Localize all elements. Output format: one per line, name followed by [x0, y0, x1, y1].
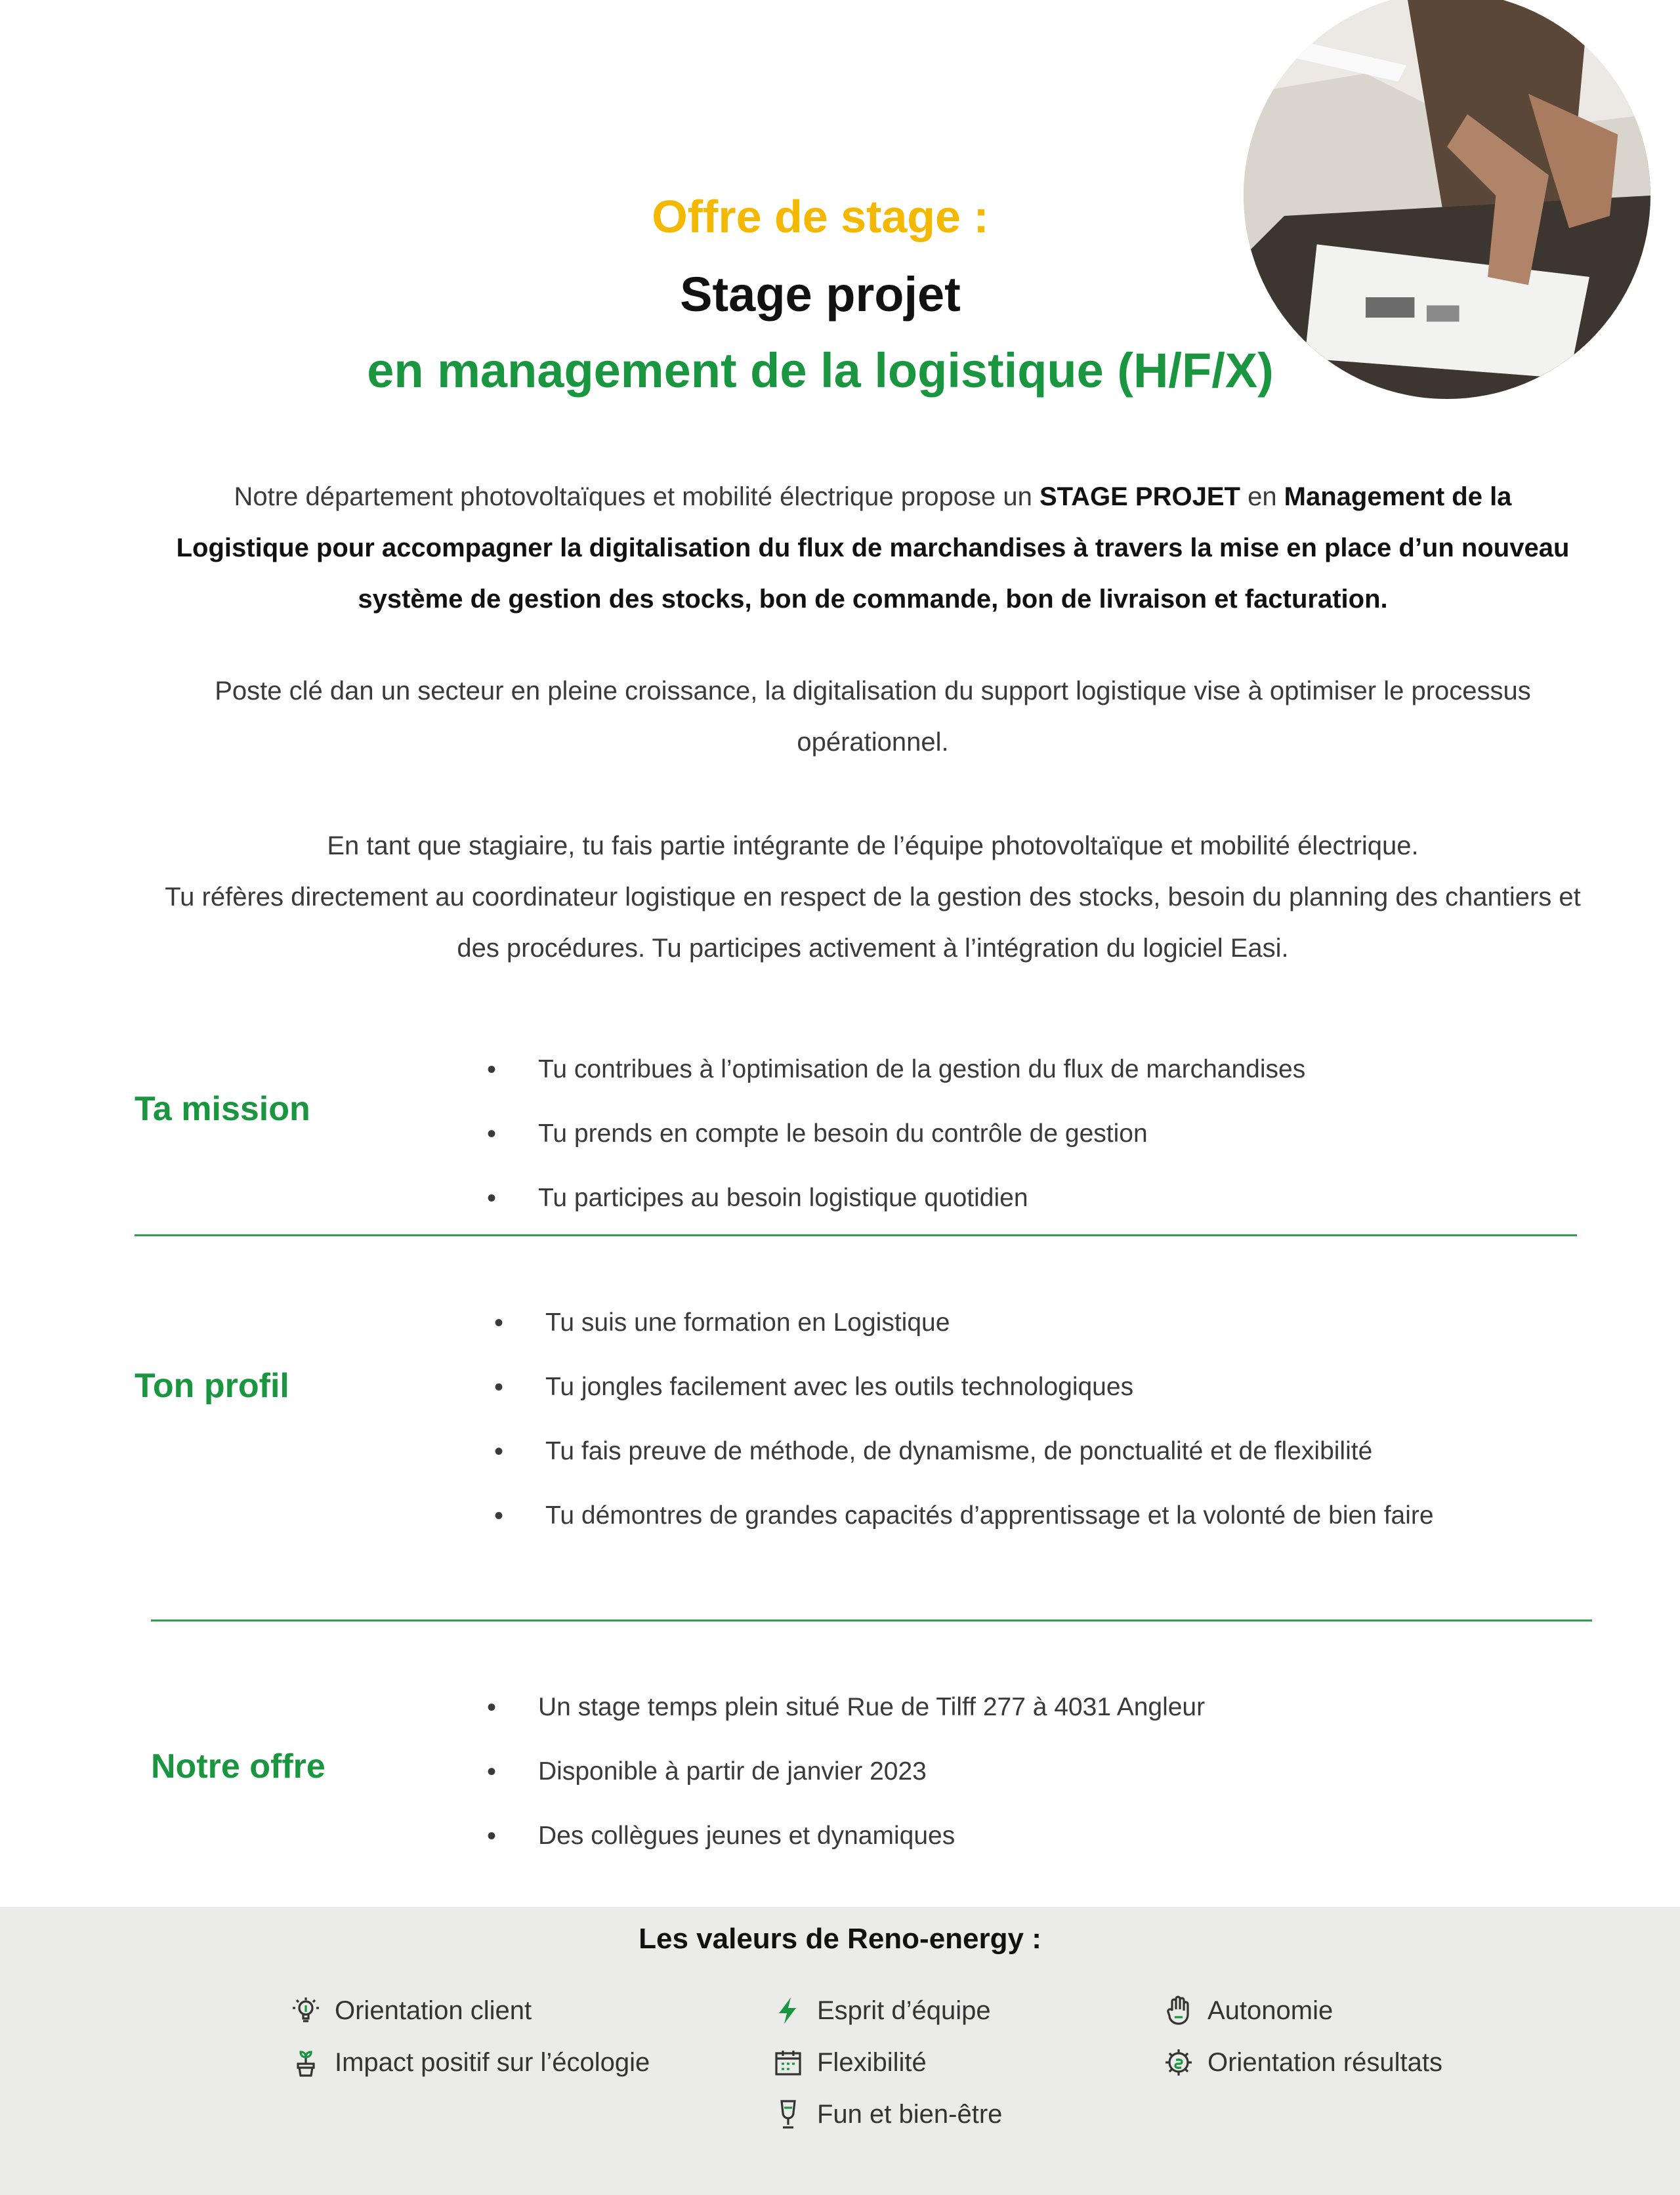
bullet: • — [487, 1184, 497, 1213]
list-item — [487, 1746, 1205, 1810]
bullet: • — [494, 1501, 504, 1530]
list-item — [494, 1425, 1434, 1490]
bullet: • — [487, 1822, 497, 1850]
intro-paragraph-3b: Tu réfères directement au coordinateur logistique en respect de la gestion des stocks, besoin du planning des chantiers et des procédures. Tu participes activement à l’intégration du logiciel Easi. — [165, 883, 1581, 963]
value-label: Autonomie — [1208, 1996, 1334, 2025]
bullet: • — [494, 1373, 504, 1402]
list-item — [494, 1361, 1434, 1425]
list-item-text: Tu participes au besoin logistique quotidien — [538, 1184, 1028, 1212]
list-item-text: Tu jongles facilement avec les outils technologiques — [545, 1373, 1134, 1401]
list-item — [487, 1681, 1205, 1746]
values-title: Les valeurs de Reno-energy : — [639, 1923, 1041, 1955]
glass-icon — [771, 2097, 805, 2131]
intro-bold-stage: STAGE PROJET — [1039, 482, 1240, 511]
value-item — [771, 2097, 1002, 2131]
value-item — [1162, 2045, 1442, 2080]
list-item — [487, 1172, 1305, 1236]
intro-text-mid: en — [1240, 482, 1284, 511]
intro-paragraph-3a: En tant que stagiaire, tu fais partie intégrante de l’équipe photovoltaïque et mobilité électrique. — [327, 831, 1419, 860]
divider — [135, 1234, 1577, 1236]
intro-bold-management: Management de la Logistique pour accompagner la digitalisation du flux de marchandises à travers la mise en place d’un nouveau système de gestion des stocks, bon de commande, bon de livraison et facturation. — [176, 482, 1570, 614]
value-label: Impact positif sur l’écologie — [335, 2047, 650, 2077]
list-item-text: Tu fais preuve de méthode, de dynamisme, de ponctualité et de flexibilité — [545, 1437, 1373, 1465]
value-label: Orientation client — [335, 1996, 532, 2025]
bullet: • — [487, 1119, 497, 1148]
offer-list — [487, 1681, 1205, 1874]
value-label: Fun et bien-être — [817, 2099, 1003, 2129]
intro-paragraph-3 — [164, 820, 1582, 974]
list-item-text: Un stage temps plein situé Rue de Tilff 277 à 4031 Angleur — [538, 1693, 1206, 1721]
bullet: • — [494, 1437, 504, 1466]
list-item — [487, 1043, 1305, 1108]
intro-paragraph-2: Poste clé dan un secteur en pleine croissance, la digitalisation du support logistique vise à optimiser le processus opérationnel. — [215, 677, 1531, 757]
calendar-icon — [771, 2045, 805, 2080]
list-item-text: Tu contribues à l’optimisation de la gestion du flux de marchandises — [538, 1055, 1306, 1083]
gear-icon — [1162, 2045, 1196, 2080]
lightning-icon — [771, 1994, 805, 2028]
intro-text: Notre département photovoltaïques et mobilité électrique propose un — [234, 482, 1040, 511]
list-item-text: Tu démontres de grandes capacités d’apprentissage et la volonté de bien faire — [545, 1501, 1434, 1530]
value-item — [289, 2045, 650, 2080]
value-item — [771, 1994, 991, 2028]
bullet: • — [487, 1757, 497, 1786]
intro-paragraph-1 — [164, 471, 1582, 625]
bullet: • — [487, 1693, 497, 1722]
list-item — [487, 1810, 1205, 1874]
list-item-text: Disponible à partir de janvier 2023 — [538, 1757, 927, 1786]
bullet: • — [494, 1308, 504, 1337]
value-label: Esprit d’équipe — [817, 1996, 991, 2025]
list-item-text: Des collègues jeunes et dynamiques — [538, 1822, 956, 1850]
value-label: Orientation résultats — [1208, 2047, 1442, 2077]
value-item — [771, 2045, 927, 2080]
mission-list — [487, 1043, 1305, 1236]
value-label: Flexibilité — [817, 2047, 927, 2077]
value-item — [1162, 1994, 1333, 2028]
page-title: Stage projet — [680, 267, 961, 322]
profile-list — [494, 1297, 1434, 1554]
plant-icon — [289, 2045, 323, 2080]
list-item-text: Tu suis une formation en Logistique — [545, 1308, 950, 1337]
offer-label: Offre de stage : — [652, 191, 989, 242]
page-subtitle: en management de la logistique (H/F/X) — [367, 343, 1274, 398]
list-item-text: Tu prends en compte le besoin du contrôle de gestion — [538, 1119, 1148, 1148]
hand-icon — [1162, 1994, 1196, 2028]
divider — [151, 1620, 1592, 1621]
bullet: • — [487, 1055, 497, 1084]
mission-title: Ta mission — [135, 1090, 310, 1128]
lightbulb-icon — [289, 1994, 323, 2028]
list-item — [494, 1490, 1434, 1554]
profile-title: Ton profil — [135, 1367, 289, 1405]
offer-title: Notre offre — [151, 1747, 326, 1786]
value-item — [289, 1994, 532, 2028]
list-item — [487, 1108, 1305, 1172]
list-item — [494, 1297, 1434, 1361]
